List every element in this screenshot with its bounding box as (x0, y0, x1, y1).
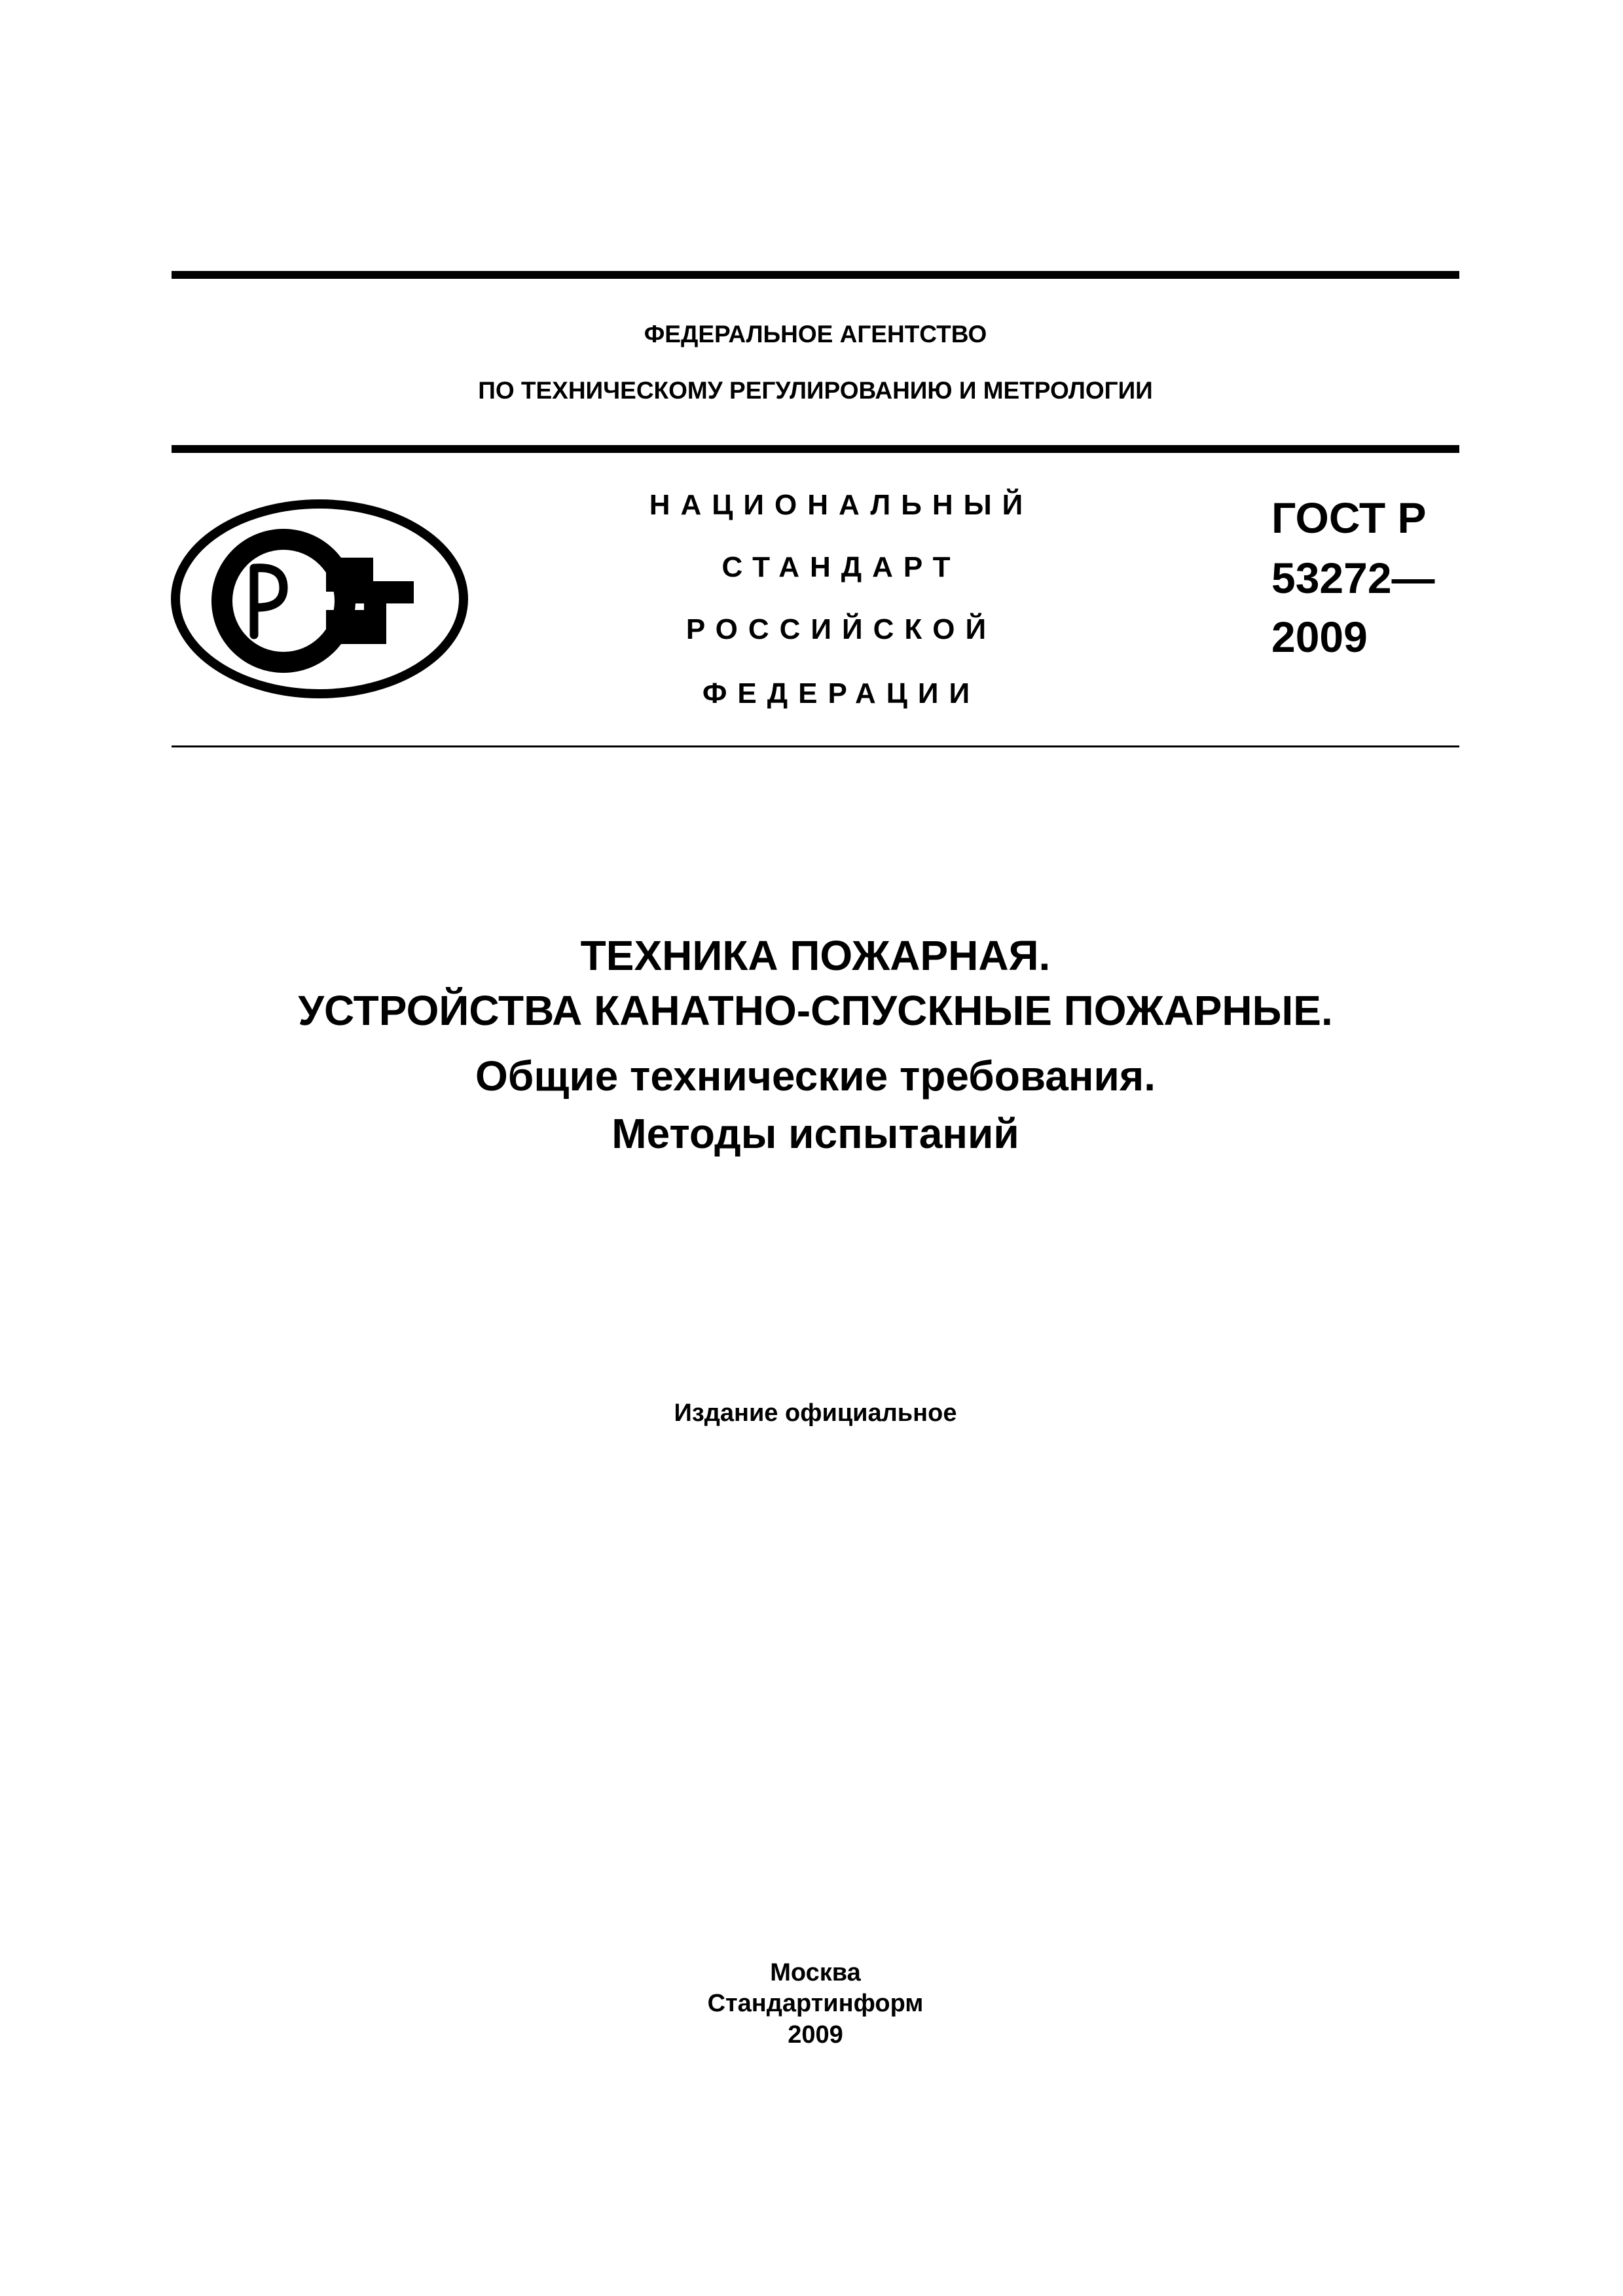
agency-name-line-2: ПО ТЕХНИЧЕСКОМУ РЕГУЛИРОВАНИЮ И МЕТРОЛОГИИ (478, 377, 1153, 404)
gost-code-number: 53272— (1271, 554, 1435, 602)
agency-name-line-1: ФЕДЕРАЛЬНОЕ АГЕНТСТВО (644, 321, 987, 348)
standard-type-line-3: РОССИЙСКОЙ (685, 613, 997, 645)
document-title-line-2: УСТРОЙСТВА КАНАТНО-СПУСКНЫЕ ПОЖАРНЫЕ. (298, 987, 1333, 1034)
gost-code-prefix: ГОСТ Р (1271, 493, 1427, 542)
document-title-line-1: ТЕХНИКА ПОЖАРНАЯ. (580, 932, 1051, 979)
imprint-city: Москва (770, 1959, 861, 1986)
rst-certification-mark-icon (169, 497, 470, 700)
imprint-publisher: Стандартинформ (707, 1990, 924, 2017)
top-divider (172, 271, 1459, 279)
standard-type-line-2: СТАНДАРТ (721, 551, 961, 583)
edition-label: Издание официальное (674, 1399, 957, 1427)
document-title-line-3: Общие технические требования. (475, 1052, 1156, 1100)
middle-divider (172, 445, 1459, 453)
standard-type-line-4: ФЕДЕРАЦИИ (702, 677, 981, 709)
standard-type-line-1: НАЦИОНАЛЬНЫЙ (649, 489, 1034, 521)
bottom-divider (172, 745, 1459, 747)
imprint-year: 2009 (788, 2021, 843, 2049)
gost-code-year: 2009 (1271, 613, 1368, 661)
document-title-line-4: Методы испытаний (611, 1110, 1019, 1157)
